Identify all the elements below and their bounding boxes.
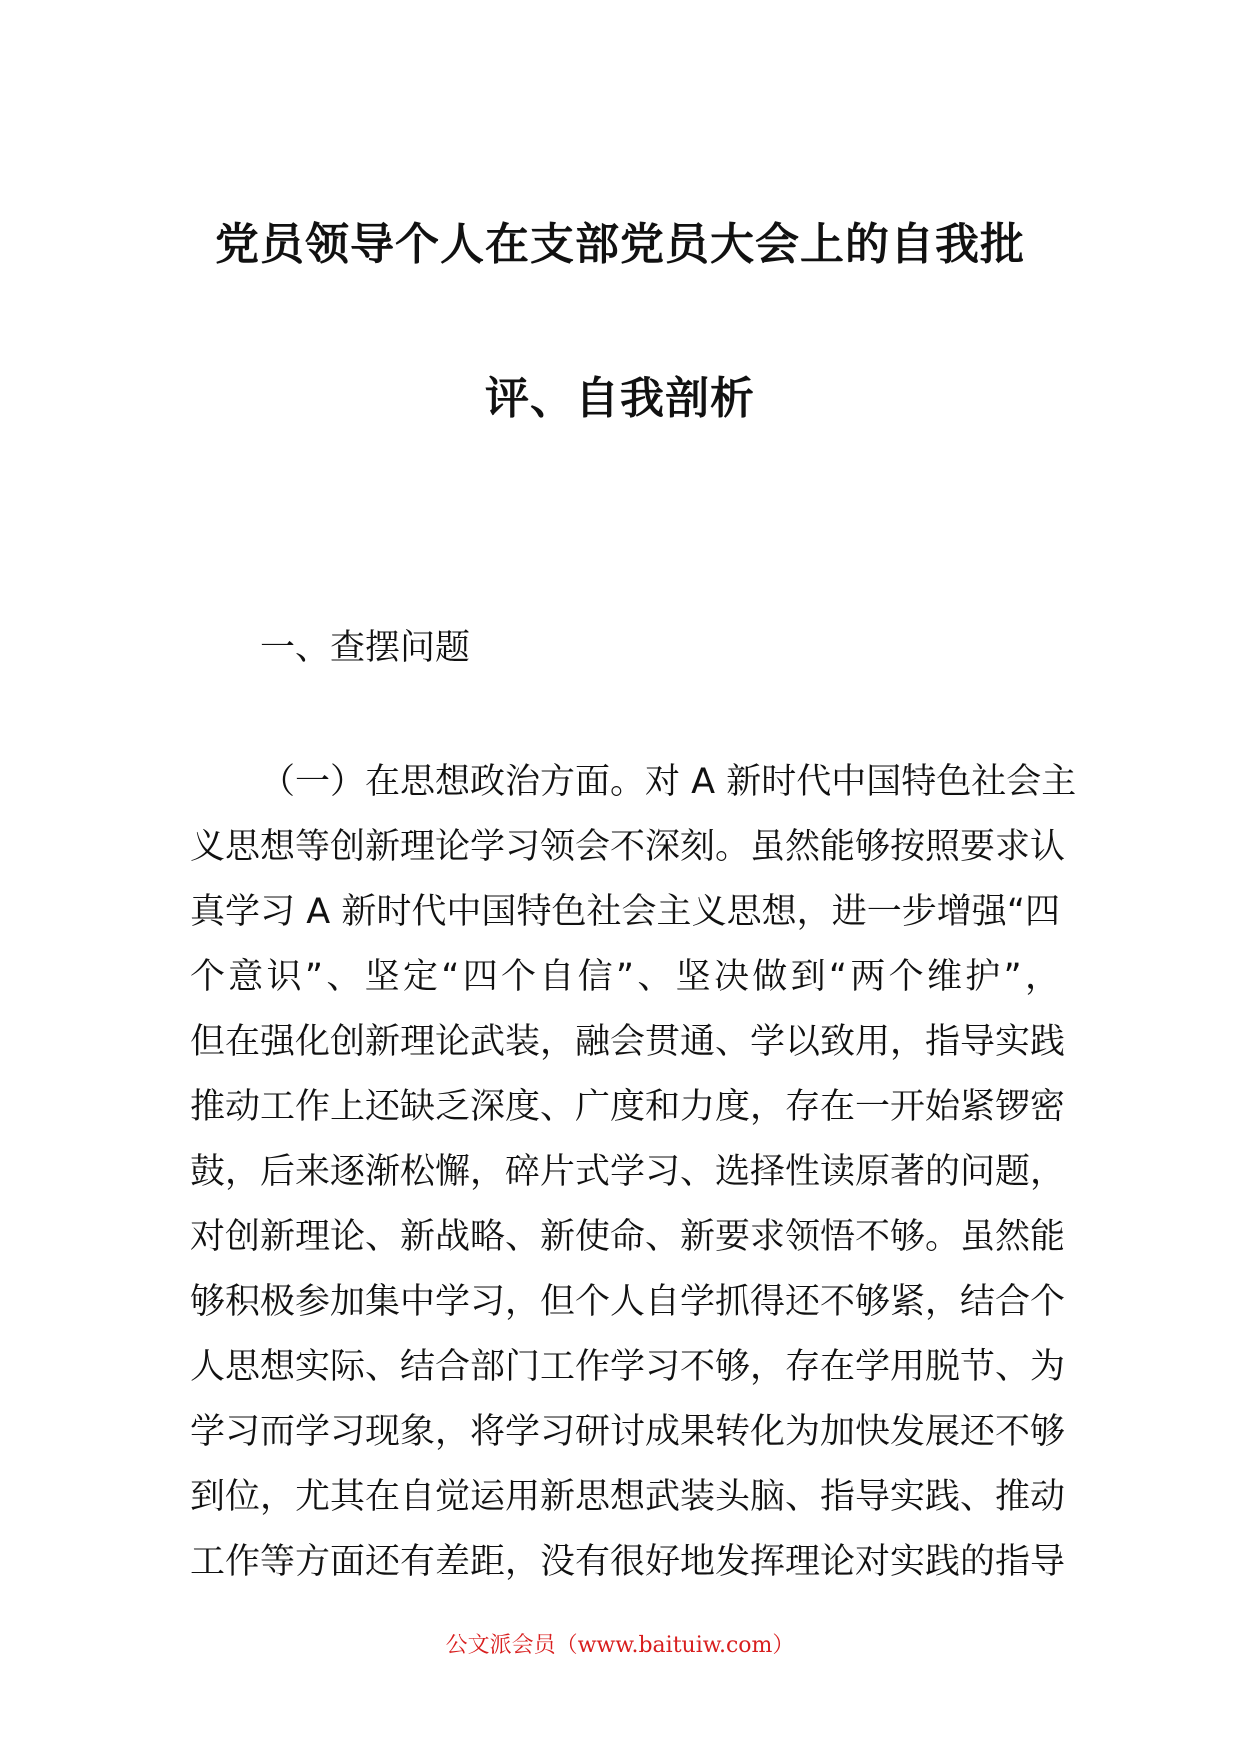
paragraph-line: 学习而学习现象，将学习研讨成果转化为加快发展还不够 [190, 1412, 1066, 1452]
section-heading: 一、查摆问题 [260, 628, 471, 668]
paragraph-line: 义思想等创新理论学习领会不深刻。虽然能够按照要求认 [190, 827, 1066, 867]
footer-close: ） [772, 1633, 795, 1658]
paragraph-line: 工作等方面还有差距，没有很好地发挥理论对实践的指导 [190, 1542, 1066, 1582]
paragraph-line: 对创新理论、新战略、新使命、新要求领悟不够。虽然能 [190, 1217, 1066, 1257]
paragraph-line: 推动工作上还缺乏深度、广度和力度，存在一开始紧锣密 [190, 1087, 1066, 1127]
paragraph-line: 鼓，后来逐渐松懈，碎片式学习、选择性读原著的问题， [190, 1152, 1066, 1192]
document-title-line-1: 党员领导个人在支部党员大会上的自我批 [215, 219, 1025, 270]
paragraph-line: 到位，尤其在自觉运用新思想武装头脑、指导实践、推动 [190, 1477, 1066, 1517]
paragraph-line: 真学习 A 新时代中国特色社会主义思想，进一步增强“四 [190, 892, 1060, 932]
footer-watermark [0, 1628, 1240, 1659]
paragraph-line: 但在强化创新理论武装，融会贯通、学以致用，指导实践 [190, 1022, 1066, 1062]
body-paragraph [190, 750, 1077, 1595]
paragraph-line: 够积极参加集中学习，但个人自学抓得还不够紧，结合个 [190, 1282, 1066, 1322]
footer-site-link[interactable]: www.baituiw.com [577, 1633, 773, 1658]
paragraph-line: 人思想实际、结合部门工作学习不够，存在学用脱节、为 [190, 1347, 1066, 1387]
paragraph-line: 个意识”、坚定“四个自信”、坚决做到“两个维护”， [190, 957, 1060, 997]
footer-label: 公文派会员（ [445, 1633, 578, 1658]
paragraph-line: （一）在思想政治方面。对 A 新时代中国特色社会主 [260, 762, 1077, 802]
document-title-line-2: 评、自我剖析 [485, 373, 755, 424]
